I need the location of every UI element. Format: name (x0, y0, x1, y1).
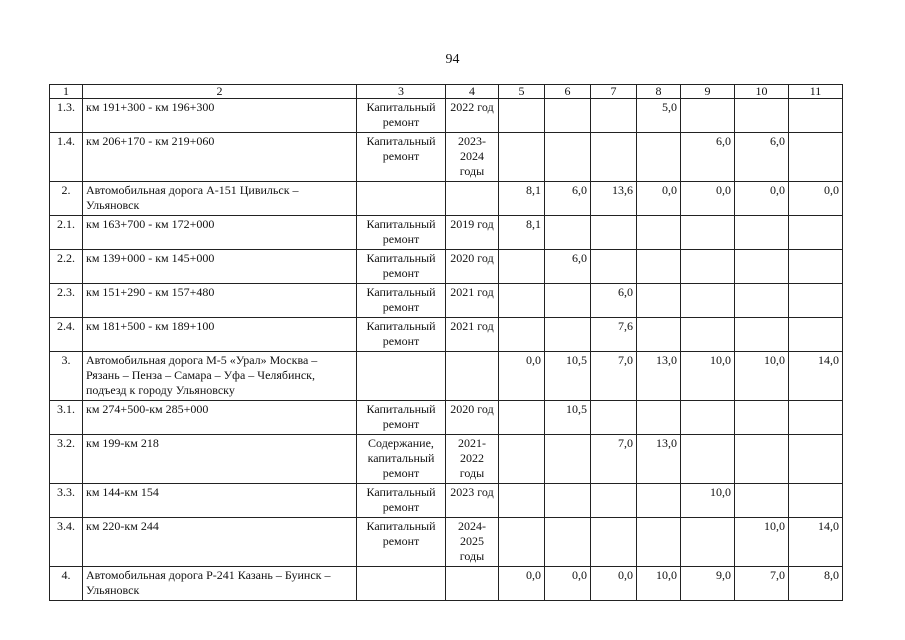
value-cell (499, 435, 545, 484)
work-period: 2019 год (446, 216, 499, 250)
work-type: Капитальный ремонт (357, 250, 446, 284)
value-cell (591, 518, 637, 567)
column-header: 11 (789, 85, 843, 99)
value-cell (735, 250, 789, 284)
value-cell (789, 216, 843, 250)
value-cell (591, 401, 637, 435)
value-cell: 10,5 (545, 401, 591, 435)
road-section: км 206+170 - км 219+060 (83, 133, 357, 182)
row-number: 3.2. (50, 435, 83, 484)
value-cell: 7,0 (735, 567, 789, 601)
value-cell (499, 284, 545, 318)
table-row (50, 567, 843, 601)
work-type: Капитальный ремонт (357, 284, 446, 318)
column-header: 7 (591, 85, 637, 99)
value-cell: 9,0 (681, 567, 735, 601)
road-section: км 144-км 154 (83, 484, 357, 518)
value-cell (499, 518, 545, 567)
value-cell (789, 484, 843, 518)
value-cell: 0,0 (735, 182, 789, 216)
value-cell (591, 250, 637, 284)
road-section: км 274+500-км 285+000 (83, 401, 357, 435)
value-cell: 5,0 (637, 99, 681, 133)
row-number: 2.4. (50, 318, 83, 352)
work-type: Содержание, капитальный ремонт (357, 435, 446, 484)
table-row (50, 284, 843, 318)
road-section: км 191+300 - км 196+300 (83, 99, 357, 133)
table-row (50, 352, 843, 401)
value-cell: 8,1 (499, 182, 545, 216)
work-type: Капитальный ремонт (357, 133, 446, 182)
work-period: 2023-2024 годы (446, 133, 499, 182)
table-row (50, 518, 843, 567)
value-cell (735, 284, 789, 318)
row-number: 1.3. (50, 99, 83, 133)
road-section: км 163+700 - км 172+000 (83, 216, 357, 250)
value-cell: 7,0 (591, 352, 637, 401)
value-cell (499, 318, 545, 352)
row-number: 2.2. (50, 250, 83, 284)
road-section: км 181+500 - км 189+100 (83, 318, 357, 352)
work-period: 2020 год (446, 401, 499, 435)
value-cell (681, 518, 735, 567)
table-row (50, 182, 843, 216)
value-cell (735, 318, 789, 352)
value-cell (499, 99, 545, 133)
table-row (50, 435, 843, 484)
value-cell (591, 133, 637, 182)
work-type: Капитальный ремонт (357, 401, 446, 435)
table-row (50, 484, 843, 518)
work-period: 2022 год (446, 99, 499, 133)
value-cell (545, 99, 591, 133)
value-cell (637, 484, 681, 518)
value-cell: 0,0 (499, 567, 545, 601)
value-cell (545, 318, 591, 352)
column-header: 4 (446, 85, 499, 99)
value-cell: 13,6 (591, 182, 637, 216)
value-cell: 10,0 (735, 352, 789, 401)
table-row (50, 318, 843, 352)
value-cell: 14,0 (789, 518, 843, 567)
value-cell: 0,0 (637, 182, 681, 216)
value-cell: 6,0 (591, 284, 637, 318)
value-cell (637, 250, 681, 284)
value-cell (789, 318, 843, 352)
value-cell (789, 435, 843, 484)
row-number: 2. (50, 182, 83, 216)
value-cell (499, 250, 545, 284)
table-body (50, 99, 843, 601)
value-cell (789, 284, 843, 318)
value-cell (591, 99, 637, 133)
value-cell: 6,0 (545, 250, 591, 284)
work-period: 2024-2025 годы (446, 518, 499, 567)
column-header: 8 (637, 85, 681, 99)
value-cell: 10,0 (681, 484, 735, 518)
table-row (50, 401, 843, 435)
value-cell (637, 284, 681, 318)
road-section: км 199-км 218 (83, 435, 357, 484)
work-period: 2020 год (446, 250, 499, 284)
work-type: Капитальный ремонт (357, 518, 446, 567)
value-cell (545, 518, 591, 567)
work-period (446, 567, 499, 601)
value-cell (789, 401, 843, 435)
work-period: 2021-2022 годы (446, 435, 499, 484)
work-period: 2023 год (446, 484, 499, 518)
column-header: 2 (83, 85, 357, 99)
value-cell (591, 484, 637, 518)
value-cell (735, 435, 789, 484)
road-section: км 139+000 - км 145+000 (83, 250, 357, 284)
value-cell (735, 401, 789, 435)
value-cell: 6,0 (545, 182, 591, 216)
work-period: 2021 год (446, 318, 499, 352)
value-cell (499, 484, 545, 518)
value-cell (545, 216, 591, 250)
road-section: км 151+290 - км 157+480 (83, 284, 357, 318)
value-cell: 13,0 (637, 352, 681, 401)
value-cell: 0,0 (591, 567, 637, 601)
road-section: Автомобильная дорога А-151 Цивильск – Ульяновск (83, 182, 357, 216)
value-cell (637, 401, 681, 435)
value-cell (591, 216, 637, 250)
value-cell: 0,0 (789, 182, 843, 216)
work-type: Капитальный ремонт (357, 318, 446, 352)
value-cell: 7,6 (591, 318, 637, 352)
row-number: 2.3. (50, 284, 83, 318)
road-section: Автомобильная дорога М-5 «Урал» Москва – Рязань – Пенза – Самара – Уфа – Челябинск, подъезд к городу Ульяновску (83, 352, 357, 401)
value-cell (681, 99, 735, 133)
work-period (446, 352, 499, 401)
column-header: 6 (545, 85, 591, 99)
value-cell (637, 318, 681, 352)
value-cell (735, 216, 789, 250)
value-cell: 8,1 (499, 216, 545, 250)
value-cell: 0,0 (681, 182, 735, 216)
row-number: 3.1. (50, 401, 83, 435)
value-cell (681, 284, 735, 318)
column-header: 5 (499, 85, 545, 99)
table-row (50, 216, 843, 250)
value-cell (681, 250, 735, 284)
roads-table (49, 84, 843, 601)
value-cell (789, 133, 843, 182)
value-cell: 13,0 (637, 435, 681, 484)
row-number: 3.3. (50, 484, 83, 518)
value-cell (545, 484, 591, 518)
value-cell: 10,0 (637, 567, 681, 601)
row-number: 1.4. (50, 133, 83, 182)
value-cell (789, 250, 843, 284)
value-cell (637, 133, 681, 182)
value-cell (681, 216, 735, 250)
row-number: 2.1. (50, 216, 83, 250)
column-header: 9 (681, 85, 735, 99)
value-cell (681, 401, 735, 435)
value-cell (735, 484, 789, 518)
value-cell (499, 401, 545, 435)
work-type: Капитальный ремонт (357, 484, 446, 518)
road-section: км 220-км 244 (83, 518, 357, 567)
work-period: 2021 год (446, 284, 499, 318)
value-cell (789, 99, 843, 133)
road-section: Автомобильная дорога Р-241 Казань – Буинск – Ульяновск (83, 567, 357, 601)
value-cell: 8,0 (789, 567, 843, 601)
value-cell: 10,0 (735, 518, 789, 567)
value-cell (681, 318, 735, 352)
value-cell: 0,0 (499, 352, 545, 401)
value-cell (545, 133, 591, 182)
work-type: Капитальный ремонт (357, 99, 446, 133)
value-cell: 6,0 (735, 133, 789, 182)
value-cell (735, 99, 789, 133)
column-header: 1 (50, 85, 83, 99)
work-type (357, 352, 446, 401)
column-header: 3 (357, 85, 446, 99)
row-number: 3.4. (50, 518, 83, 567)
value-cell: 14,0 (789, 352, 843, 401)
row-number: 3. (50, 352, 83, 401)
value-cell (637, 518, 681, 567)
value-cell: 10,5 (545, 352, 591, 401)
value-cell: 7,0 (591, 435, 637, 484)
row-number: 4. (50, 567, 83, 601)
value-cell: 0,0 (545, 567, 591, 601)
table-header-row (50, 85, 843, 99)
value-cell (545, 284, 591, 318)
value-cell (681, 435, 735, 484)
table-row (50, 250, 843, 284)
work-type (357, 182, 446, 216)
value-cell (637, 216, 681, 250)
column-header: 10 (735, 85, 789, 99)
value-cell: 6,0 (681, 133, 735, 182)
work-type (357, 567, 446, 601)
value-cell (499, 133, 545, 182)
value-cell (545, 435, 591, 484)
table-row (50, 133, 843, 182)
work-type: Капитальный ремонт (357, 216, 446, 250)
work-period (446, 182, 499, 216)
table-row (50, 99, 843, 133)
value-cell: 10,0 (681, 352, 735, 401)
page-number: 94 (445, 52, 460, 67)
